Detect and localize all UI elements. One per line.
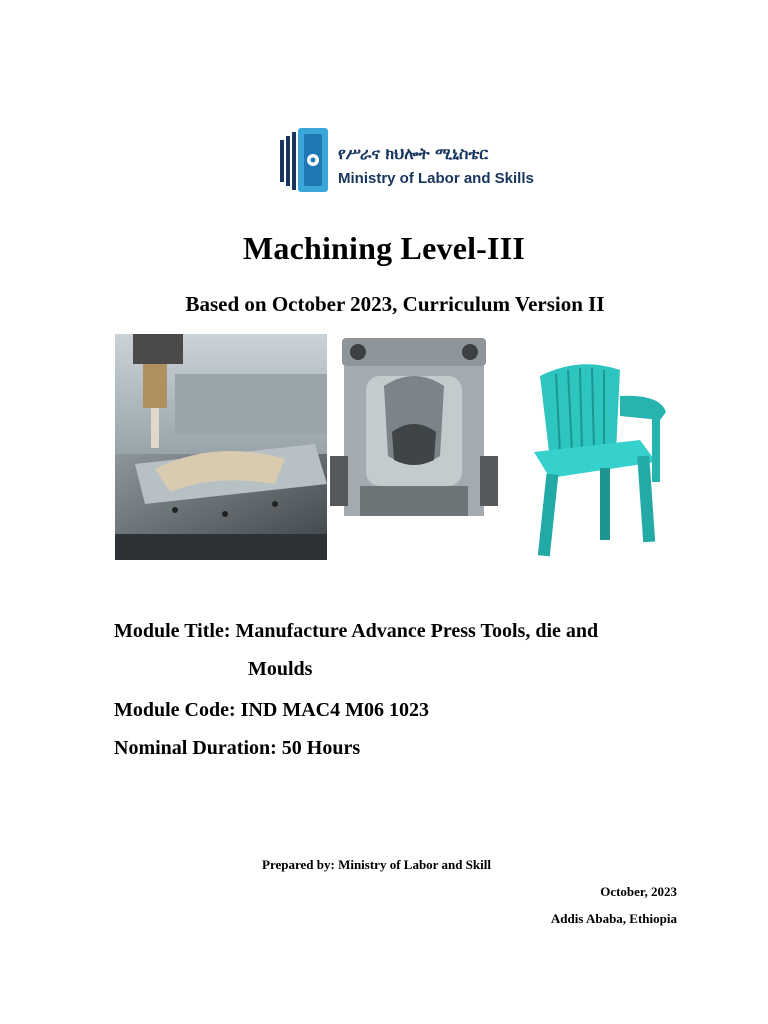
ministry-emblem-icon [278,126,334,196]
ministry-logo [278,126,534,196]
duration-value: 50 Hours [281,737,361,759]
document-title: Machining Level-III [242,230,526,266]
logo-english-text: Ministry of Labor and Skills [338,170,534,187]
module-title-label: Module Title: [114,620,231,642]
mould-image [330,336,498,524]
module-code-line [114,699,429,722]
duration-label: Nominal Duration: [114,737,277,759]
prepared-by: Prepared by: Ministry of Labor and Skill [262,857,491,872]
module-title-continuation: Moulds [248,658,313,680]
publication-date: October, 2023 [600,884,677,899]
module-title-value: Manufacture Advance Press Tools, die and [235,620,599,642]
chair-image [520,356,672,560]
nominal-duration-line [114,737,360,760]
module-title-line [114,620,598,643]
publication-location: Addis Ababa, Ethiopia [550,911,677,926]
logo-amharic-text: የሥራና ክህሎት ሚኒስቴር [338,144,489,163]
cnc-milling-image [115,334,327,560]
module-code-label: Module Code: [114,699,236,721]
document-subtitle: Based on October 2023, Curriculum Version II [185,292,605,316]
module-code-value: IND MAC4 M06 1023 [240,699,429,721]
